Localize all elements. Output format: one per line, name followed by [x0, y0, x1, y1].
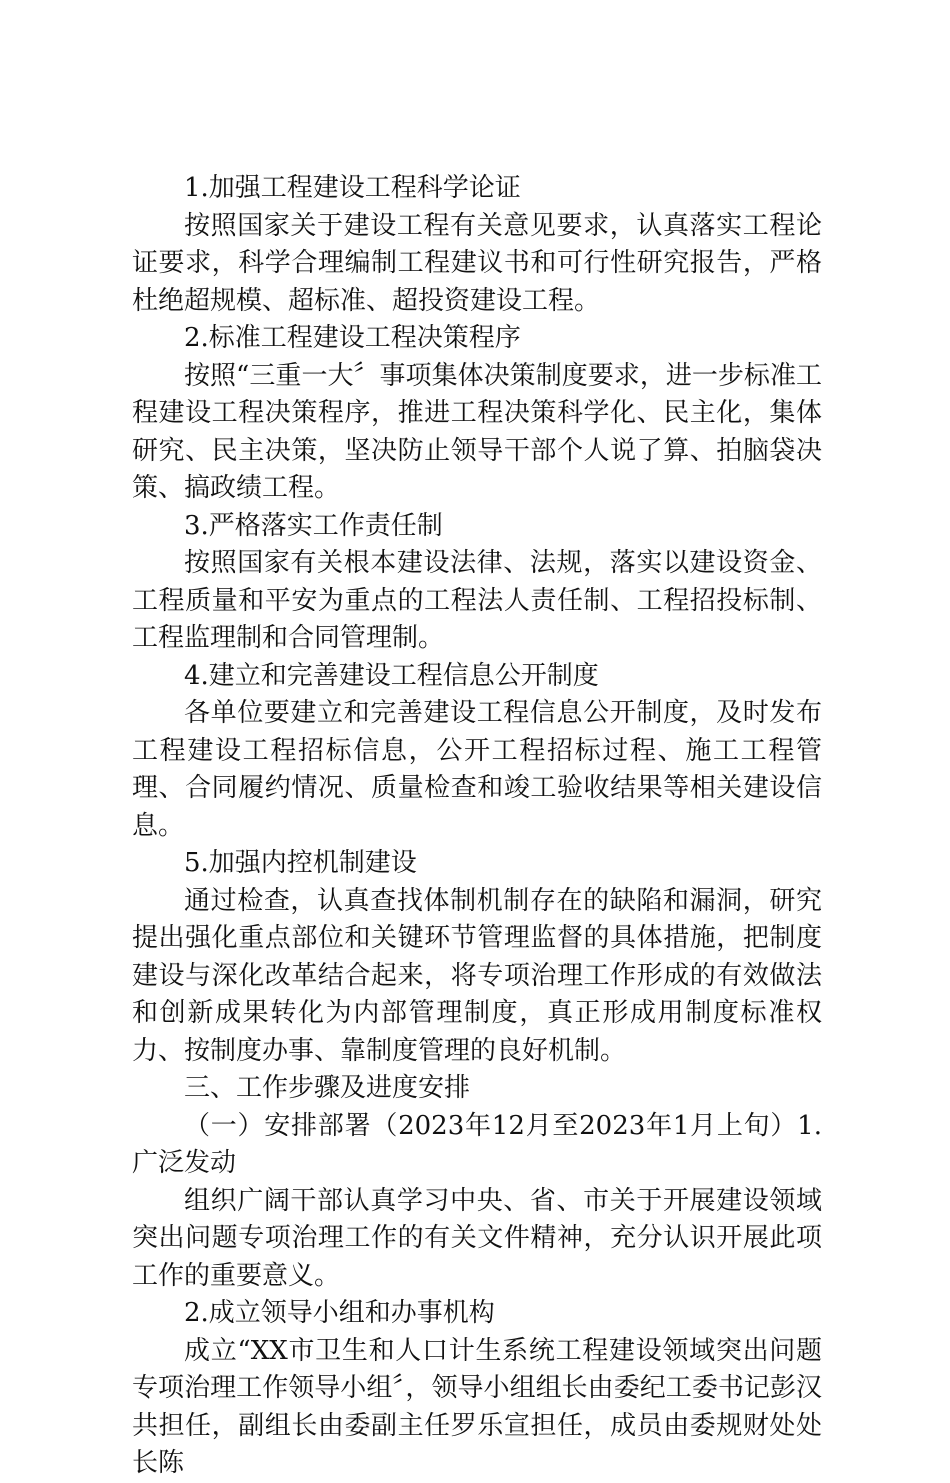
heading-3: 3.严格落实工作责任制: [184, 510, 443, 541]
paragraph-3: 按照国家有关根本建设法律、法规，落实以建设资金、工程质量和平安为重点的工程法人责任制、工程招投标制、工程监理制和合同管理制。: [132, 548, 822, 653]
heading-6: 2.成立领导小组和办事机构: [184, 1298, 495, 1328]
paragraph-7: 成立“XX市卫生和人口计生系统工程建设领域突出问题专项治理工作领导小组〞，领导小组组长由委纪工委书记彭汉共担任，副组长由委副主任罗乐宣担任，成员由委规财处处长陈: [132, 1335, 822, 1478]
paragraph-1: 按照国家关于建设工程有关意见要求，认真落实工程论证要求，科学合理编制工程建议书和可行性研究报告，严格杜绝超规模、超标准、超投资建设工程。: [132, 210, 822, 316]
heading-4: 4.建立和完善建设工程信息公开制度: [184, 660, 599, 691]
paragraph-5: 通过检查，认真查找体制机制存在的缺陷和漏洞，研究提出强化重点部位和关键环节管理监督的具体措施，把制度建设与深化改革结合起来，将专项治理工作形成的有效做法和创新成果转化为内部管理制度，真正形成用制度标准权力、按制度办事、靠制度管理的良好机制。: [132, 885, 822, 1066]
heading-5: 5.加强内控机制建设: [184, 848, 417, 878]
heading-2: 2.标准工程建设工程决策程序: [184, 323, 521, 353]
document-body: [132, 170, 822, 1483]
paragraph-2: 按照“三重一大〞事项集体决策制度要求，进一步标准工程建设工程决策程序，推进工程决策科学化、民主化，集体研究、民主决策，坚决防止领导干部个人说了算、拍脑袋决策、搞政绩工程。: [132, 360, 822, 503]
paragraph-6: 组织广阔干部认真学习中央、省、市关于开展建设领域突出问题专项治理工作的有关文件精神，充分认识开展此项工作的重要意义。: [132, 1185, 822, 1291]
paragraph-4: 各单位要建立和完善建设工程信息公开制度，及时发布工程建设工程招标信息，公开工程招标过程、施工工程管理、合同履约情况、质量检查和竣工验收结果等相关建设信息。: [132, 698, 822, 841]
section-heading: 三、工作步骤及进度安排: [184, 1073, 471, 1103]
heading-1: 1.加强工程建设工程科学论证: [184, 173, 521, 203]
subsection-heading: （一）安排部署（2023年12月至2023年1月上旬）1.广泛发动: [132, 1110, 822, 1178]
